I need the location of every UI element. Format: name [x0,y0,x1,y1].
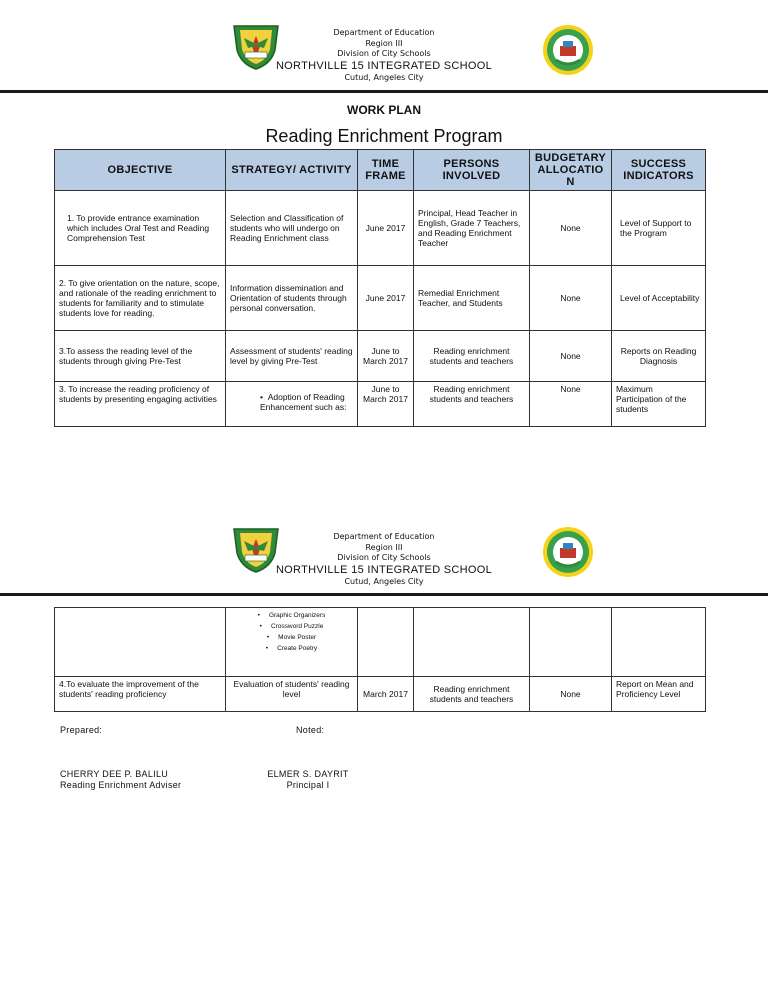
school-address: Cutud, Angeles City [344,576,424,586]
cell-time: June 2017 [358,266,414,331]
table-row [55,331,706,382]
list-item: • Graphic Organizers [230,610,353,621]
cell-time: June to March 2017 [358,382,414,427]
page-header-2 [0,504,768,596]
program-title: Reading Enrichment Program [265,126,503,146]
cell-time [358,608,414,677]
table-row [55,608,706,677]
prepared-signatory [60,769,181,791]
bullet-icon: • [260,392,268,402]
prepared-title: Reading Enrichment Adviser [60,780,182,790]
cell-strategy-text: Adoption of Reading Enhancement such as: [260,392,347,412]
list-item: • Crossword Puzzle [230,621,353,632]
cell-persons: Reading enrichment students and teachers [414,331,530,382]
table-row [55,266,706,331]
cell-time: June to March 2017 [358,331,414,382]
cell-strategy: Information dissemination and Orientation of students through personal conversation. [226,266,358,331]
cell-indicator: Level of Support to the Program [612,191,706,266]
cell-indicator: Reports on Reading Diagnosis [612,331,706,382]
cell-indicator [612,608,706,677]
school-address: Cutud, Angeles City [344,72,424,82]
cell-persons [414,608,530,677]
col-header-time: TIME FRAME [358,150,414,191]
table-row [55,191,706,266]
work-plan-table [54,149,706,427]
cell-indicator: Level of Acceptability [612,266,706,331]
header-divider [0,90,768,93]
col-header-indicators: SUCCESS INDICATORS [612,150,706,191]
header-text [230,28,538,83]
page-header [0,0,768,92]
school-seal-right-icon [542,24,594,76]
cell-strategy: Evaluation of students' reading level [226,677,358,712]
cell-time: March 2017 [358,677,414,712]
cell-persons: Remedial Enrichment Teacher, and Students [414,266,530,331]
cell-objective [55,608,226,677]
noted-signatory [252,769,364,791]
dept-name: Department of Education [333,28,435,37]
cell-budget: None [530,677,612,712]
noted-label: Noted: [296,725,325,735]
cell-budget: None [530,331,612,382]
cell-budget: None [530,382,612,427]
work-plan-table-continued [54,607,706,712]
cell-persons: Reading enrichment students and teachers [414,382,530,427]
cell-strategy-activities [226,608,358,677]
cell-time: June 2017 [358,191,414,266]
region-name: Region III [365,38,403,48]
cell-strategy [226,382,358,427]
cell-strategy: Assessment of students' reading level by giving Pre-Test [226,331,358,382]
document-title: WORK PLAN [347,103,421,117]
prepared-name: CHERRY DEE P. BALILU [60,769,169,779]
dept-name: Department of Education [333,532,435,541]
col-header-objective: OBJECTIVE [55,150,226,191]
col-header-persons: PERSONS INVOLVED [414,150,530,191]
school-seal-right-icon [542,526,594,578]
table-row [55,677,706,712]
cell-persons: Reading enrichment students and teachers [414,677,530,712]
col-header-budget: BUDGETARY ALLOCATIO N [530,150,612,191]
cell-strategy: Selection and Classification of students who will undergo on Reading Enrichment class [226,191,358,266]
division-name: Division of City Schools [337,49,431,58]
header-text [230,532,538,587]
noted-title: Principal I [286,780,330,790]
activity-list [230,610,353,654]
list-item: • Movie Poster [230,632,353,643]
cell-objective: 4.To evaluate the improvement of the students' reading proficiency [55,677,226,712]
table-row [55,382,706,427]
cell-objective: 1. To provide entrance examination which includes Oral Test and Reading Comprehension Test [55,191,226,266]
cell-budget: None [530,191,612,266]
list-item: • Create Poetry [230,643,353,654]
cell-objective: 3. To increase the reading proficiency of students by presenting engaging activities [55,382,226,427]
cell-budget [530,608,612,677]
cell-persons: Principal, Head Teacher in English, Grade 7 Teachers, and Reading Enrichment Teacher [414,191,530,266]
school-name: NORTHVILLE 15 INTEGRATED SCHOOL [275,59,493,72]
cell-budget: None [530,266,612,331]
col-header-strategy: STRATEGY/ ACTIVITY [226,150,358,191]
cell-objective: 2. To give orientation on the nature, scope, and rationale of the reading enrichment to students for familiarity and to stimulate students love for reading. [55,266,226,331]
table-header-row [55,150,706,191]
school-name: NORTHVILLE 15 INTEGRATED SCHOOL [275,563,493,576]
noted-name: ELMER S. DAYRIT [267,769,349,779]
prepared-label: Prepared: [60,725,103,735]
division-name: Division of City Schools [337,553,431,562]
cell-indicator: Report on Mean and Proficiency Level [612,677,706,712]
header-divider-2 [0,593,768,596]
cell-indicator: Maximum Participation of the students [612,382,706,427]
region-name: Region III [365,542,403,552]
cell-objective: 3.To assess the reading level of the students through giving Pre-Test [55,331,226,382]
